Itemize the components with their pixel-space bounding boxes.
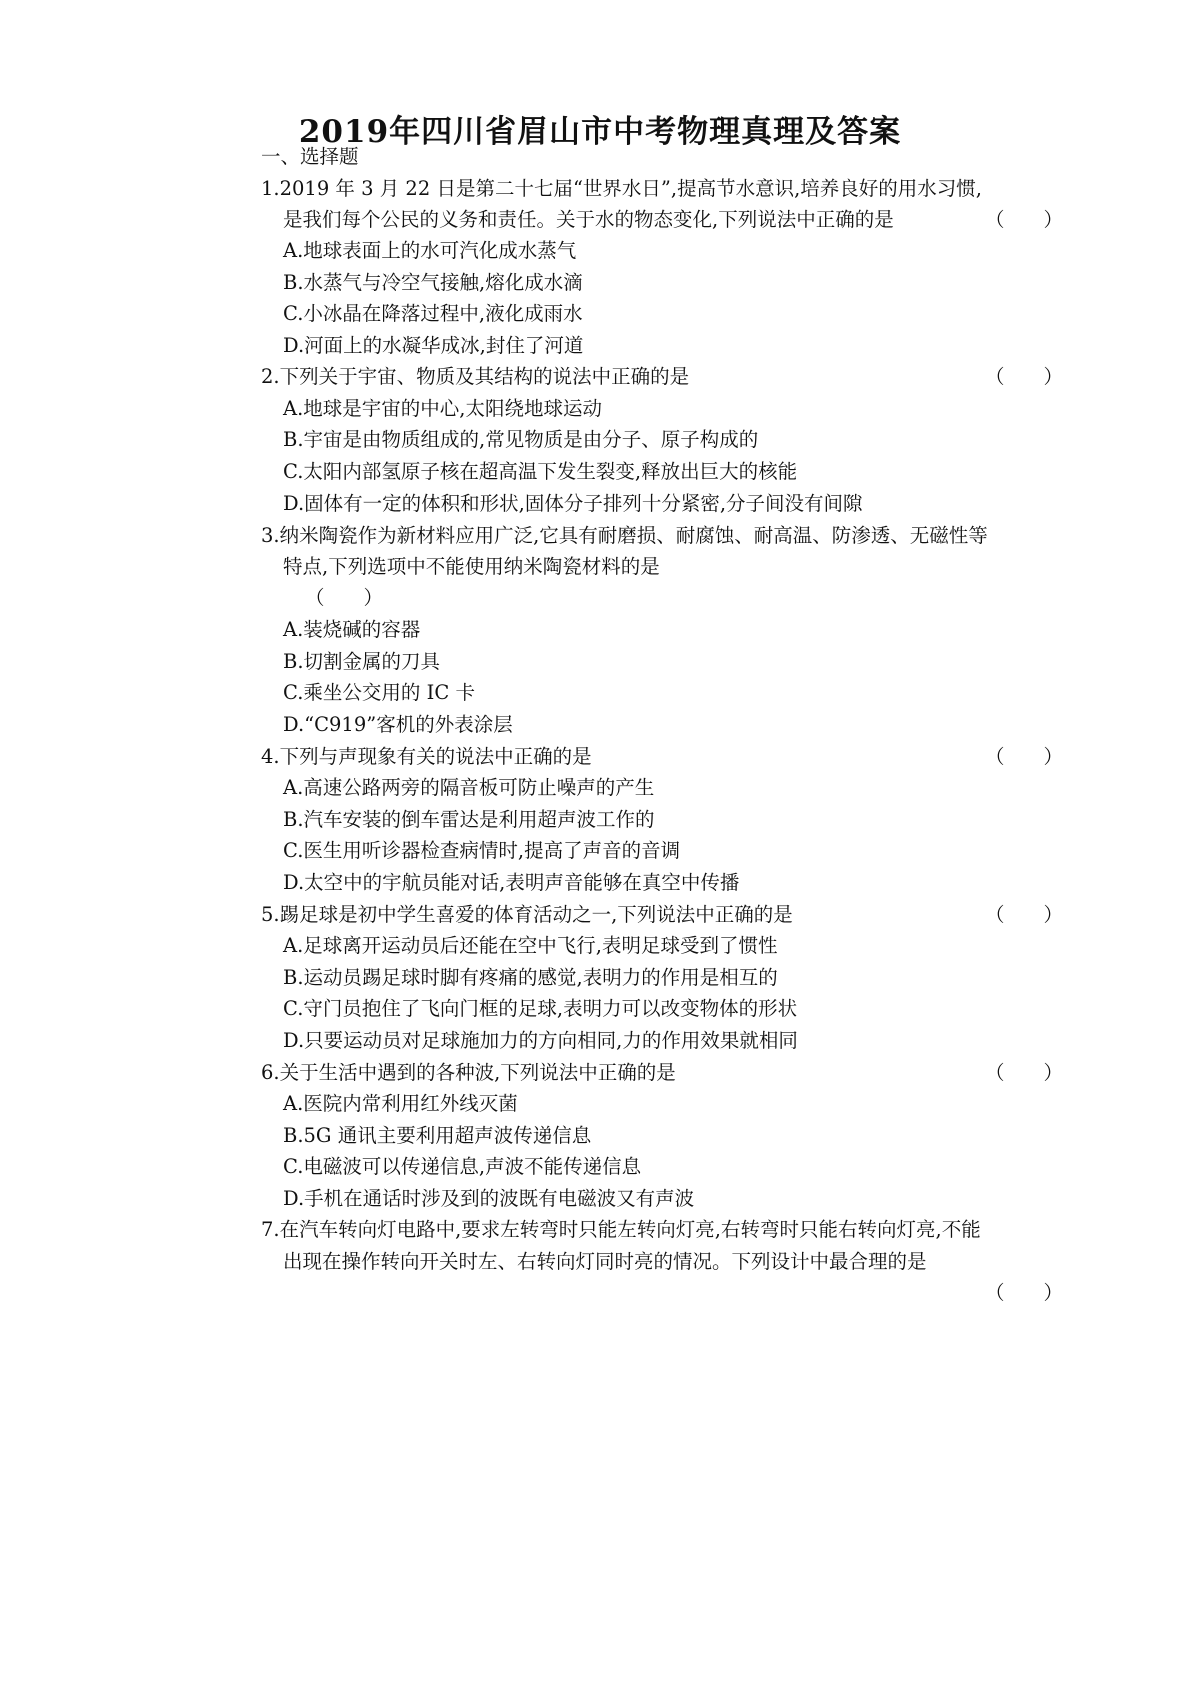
option-b: B.汽车安装的倒车雷达是利用超声波工作的 [283,808,655,831]
option-d: D.河面上的水凝华成冰,封住了河道 [283,334,584,357]
option-d: D.手机在通话时涉及到的波既有电磁波又有声波 [283,1187,695,1210]
option-a: A.地球是宇宙的中心,太阳绕地球运动 [283,397,602,420]
question-stem: 7.在汽车转向灯电路中,要求左转弯时只能左转向灯亮,右转弯时只能右转向灯亮,不能 [261,1218,981,1241]
option-c: C.小冰晶在降落过程中,液化成雨水 [283,302,583,325]
option-b: B.运动员踢足球时脚有疼痛的感觉,表明力的作用是相互的 [283,966,778,989]
option-d: D.“C919”客机的外表涂层 [283,713,513,736]
option-b: B.水蒸气与冷空气接触,熔化成水滴 [283,271,583,294]
option-b: B.切割金属的刀具 [283,650,441,673]
question-stem: 4.下列与声现象有关的说法中正确的是 [261,745,592,768]
option-a: A.医院内常利用红外线灭菌 [283,1092,518,1115]
option-b: B.宇宙是由物质组成的,常见物质是由分子、原子构成的 [283,428,759,451]
answer-blank: （ ） [985,365,1064,388]
answer-blank: （ ） [985,1061,1064,1084]
option-a: A.足球离开运动员后还能在空中飞行,表明足球受到了惯性 [283,934,778,957]
question-stem: 5.踢足球是初中学生喜爱的体育活动之一,下列说法中正确的是 [261,903,793,926]
option-c: C.电磁波可以传递信息,声波不能传递信息 [283,1155,642,1178]
question-stem: 3.纳米陶瓷作为新材料应用广泛,它具有耐磨损、耐腐蚀、耐高温、防渗透、无磁性等 [261,524,988,547]
option-a: A.高速公路两旁的隔音板可防止噪声的产生 [283,776,655,799]
answer-blank: （ ） [985,903,1064,926]
section-heading: 一、选择题 [261,145,359,168]
option-a: A.装烧碱的容器 [283,618,421,641]
option-d: D.太空中的宇航员能对话,表明声音能够在真空中传播 [283,871,740,894]
answer-blank: （ ） [985,208,1064,231]
question-stem-continued: 是我们每个公民的义务和责任。关于水的物态变化,下列说法中正确的是 [283,208,894,231]
answer-blank: （ ） [305,586,384,609]
option-c: C.太阳内部氢原子核在超高温下发生裂变,释放出巨大的核能 [283,460,798,483]
answer-blank: （ ） [985,745,1064,768]
page-title: 2019年四川省眉山市中考物理真理及答案 [298,114,902,150]
option-c: C.乘坐公交用的 IC 卡 [283,681,475,704]
question-stem: 1.2019 年 3 月 22 日是第二十七届“世界水日”,提高节水意识,培养良好的用水习惯, [261,177,982,200]
answer-blank: （ ） [985,1281,1064,1304]
option-c: C.守门员抱住了飞向门框的足球,表明力可以改变物体的形状 [283,997,798,1020]
question-stem: 6.关于生活中遇到的各种波,下列说法中正确的是 [261,1061,676,1084]
question-stem-continued: 特点,下列选项中不能使用纳米陶瓷材料的是 [283,555,660,578]
question-stem-continued: 出现在操作转向开关时左、右转向灯同时亮的情况。下列设计中最合理的是 [283,1250,927,1273]
option-d: D.固体有一定的体积和形状,固体分子排列十分紧密,分子间没有间隙 [283,492,863,515]
option-c: C.医生用听诊器检查病情时,提高了声音的音调 [283,839,681,862]
option-a: A.地球表面上的水可汽化成水蒸气 [283,239,577,262]
question-stem: 2.下列关于宇宙、物质及其结构的说法中正确的是 [261,365,690,388]
option-b: B.5G 通讯主要利用超声波传递信息 [283,1124,592,1147]
option-d: D.只要运动员对足球施加力的方向相同,力的作用效果就相同 [283,1029,798,1052]
